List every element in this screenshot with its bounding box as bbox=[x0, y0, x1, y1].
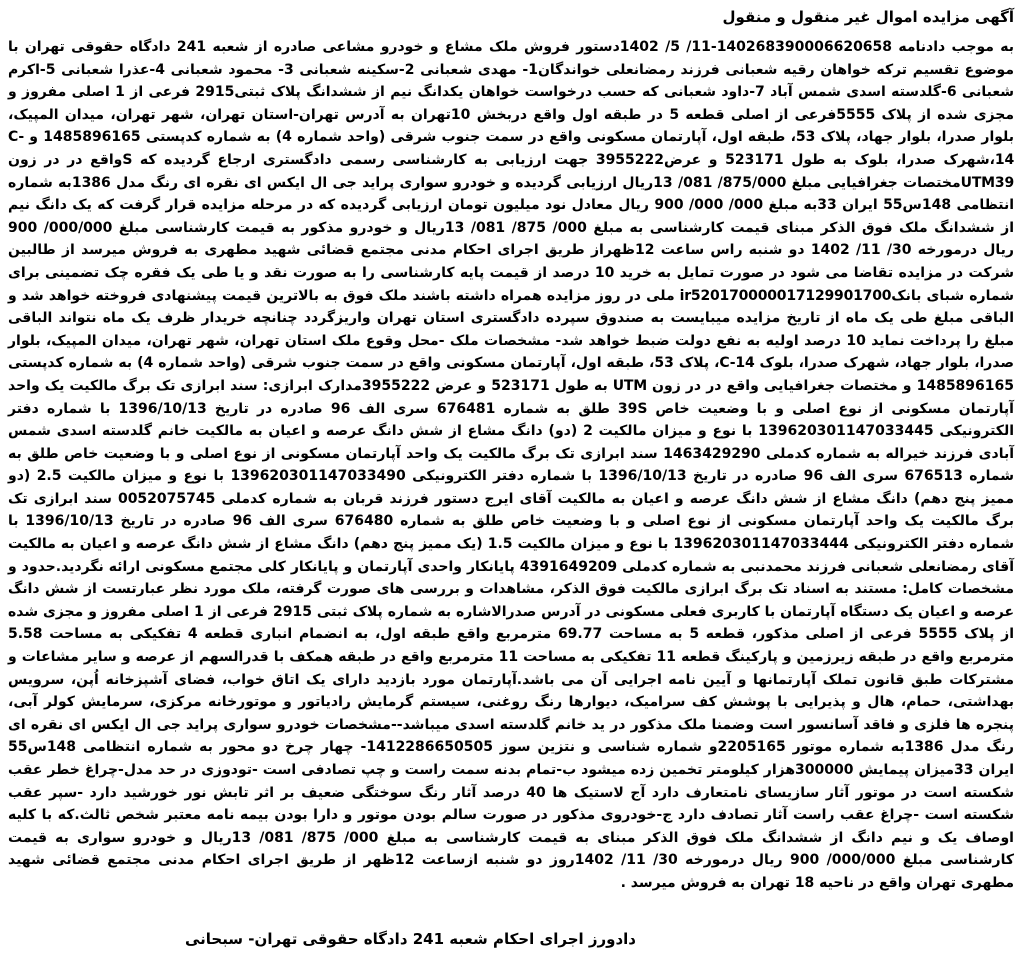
auction-notice bbox=[8, 2, 1016, 972]
notice-signature: دادورز اجرای احکام شعبه 241 دادگاه حقوقی تهران- سبحانی bbox=[184, 930, 636, 948]
notice-body: به موجب دادنامه 140268390006620658-11/ 5/ 1402دستور فروش ملک مشاع و خودرو مشاعی صادره از شعبه 241 دادگاه حقوقی تهران با موضوع تقسیم ترکه خواهان رقیه شعبانی فرزند رمضانعلی خواندگان1- مهدی شعبانی 2-سکینه شعبانی 3- محمود شعبانی 4-عذرا شعبانی 5-اکرم شعبانی 6-گلدسته اسدی شمس آباد 7-داود شعبانی که حسب درخواست خواهان یکدانگ نیم از ششدانگ پلاک ثبتی2915 فرعی از 1 اصلی مفروز و مجزی شده از پلاک 5555فرعی از اصلی قطعه 5 در طبقه اول واقع دربخش 10تهران به آدرس تهران-استان تهران، شهر تهران، میدان المپیک، بلوار صدرا، بلوار جهاد، پلاک 53، طبقه اول، آپارتمان مسکونی واقع در سمت جنوب شرقی (واحد شماره 4) به شماره کدپستی 1485896165 و C-14،شهرک صدرا، بلوک به طول 523171 و عرض3955222 جهت ارزیابی به کارشناسی رسمی دادگستری ارجاع گردیده که Sواقع در در زون UTM39مختصات جغرافیایی مبلغ 875/000/ 081/ 13ریال ارزیابی گردیده و خودرو سواری پراید جی ال ایکس ای نقره ای رنگ مدل 1386به شماره انتظامی 148س55 ایران 33به مبلغ 000/ 000/ 900 ریال معادل نود میلیون تومان ارزیابی گردیده که در مرحله مزایده قرار گرفت که یک دانگ نیم از ششدانگ ملک فوق الذکر مبنای قیمت کارشناسی به مبلغ 000/ 875/ 081/ 13ریال و خودرو مذکور به قیمت کارشناسی مبلغ 000/000/ 900 ریال درمورخه 30/ 11/ 1402 دو شنبه راس ساعت 12ظهراز طریق اجرای احکام مدنی مجتمع قضائی شهید مطهری به فروش میرسد از طالبین شرکت در مزایده تقاضا می شود در صورت تمایل به خرید 10 درصد از قیمت پایه کارشناسی را به صورت نقد و یا طی یک فقره چک تضمینی برای شماره شبای بانکir520170000017129901700 ملی در روز مزایده همراه داشته باشند ملک فوق به بالاترین قیمت پیشنهادی فروخته خواهد شد و الباقی مبلغ طی یک ماه از تاریخ مزایده میبایست به صندوق سپرده دادگستری استان تهران واریزگردد چنانچه خریدار ظرف یک ماه نتواند الباقی مبلغ را پرداخت نماید 10 درصد اولیه به نفع دولت ضبط خواهد شد- مشخصات ملک -محل وقوع ملک استان تهران، شهر تهران، میدان المپیک، بلوار صدرا، بلوار جهاد، شهرک صدرا، بلوک C-14، پلاک 53، طبقه اول، آپارتمان مسکونی واقع در سمت جنوب شرقی (واحد شماره 4) به شماره کدپستی 1485896165 و مختصات جغرافیایی واقع در در زون UTM به طول 523171 و عرض 3955222مدارک ابرازی: سند ابرازی تک برگ مالکیت یک واحد آپارتمان مسکونی از نوع اصلی و با وضعیت خاص 39S طلق به شماره 676481 سری الف 96 صادره در تاریخ 1396/10/13 با شماره دفتر الکترونیکی 139620301147033445 با نوع و میزان مالکیت 2 (دو) دانگ مشاع از شش دانگ عرصه و اعیان به مالکیت خانم گلدسته اسدی شمس آبادی فرزند خیراله به شماره کدملی 1463429290 سند ابرازی تک برگ مالکیت یک واحد آپارتمان مسکونی از نوع اصلی و با وضعیت خاص طلق به شماره 676513 سری الف 96 صادره در تاریخ 1396/10/13 با شماره دفتر الکترونیکی 139620301147033490 با نوع و میزان مالکیت 2.5 (دو ممیز پنج دهم) دانگ مشاع از شش دانگ عرصه و اعیان به مالکیت آقای ایرج دستور فرزند قربان به شماره کدملی 0052075745 سند ابرازی تک برگ مالکیت یک واحد آپارتمان مسکونی از نوع اصلی و با وضعیت خاص طلق به شماره 676480 سری الف 96 صادره در تاریخ 1396/10/13 با شماره دفتر الکترونیکی 139620301147033444 با نوع و میزان مالکیت 1.5 (یک ممیز پنج دهم) دانگ مشاع از شش دانگ عرصه و اعیان به مالکیت آقای رمضانعلی شعبانی فرزند محمدنبی به شماره کدملی 4391649209 پایانکار واحدی آپارتمان و پایانکار کلی مجتمع مسکونی ارائه نگردید.حدود و مشخصات کامل: مستند به اسناد تک برگ ابرازی مالکیت فوق الذکر، مشاهدات و بررسی های صورت گرفته، ملک مورد نظر عبارتست از شش دانگ عرصه و اعیان یک دستگاه آپارتمان با کاربری فعلی مسکونی در آدرس صدرالاشاره به شماره پلاک ثبتی 2915 فرعی از 1 اصلی مفروز و مجزی شده از پلاک 5555 فرعی از اصلی مذکور، قطعه 5 به مساحت 69.77 مترمربع واقع طبقه اول، به انضمام انباری قطعه 4 تفکیکی به مساحت 5.58 مترمربع واقع در طبقه زیرزمین و پارکینگ قطعه 11 تفکیکی به مساحت 11 مترمربع واقع در طبقه همکف با قدرالسهم از عرصه و سایر مشاعات و مشترکات طبق قانون تملک آپارتمانها و آیین نامه اجرایی آن می باشد.آپارتمان مورد بازدید دارای یک اتاق خواب، فضای آشپزخانه اُپن، سرویس بهداشتی، حمام، هال و پذیرایی با پوشش کف سرامیک، دیوارها رنگ روغنی، سیستم گرمایش رادیاتور و موتورخانه مرکزی، سرمایش کولر آبی، پنجره ها فلزی و فاقد آسانسور است وضمنا ملک مذکور در ید خانم گلدسته اسدی میباشد--مشخصات خودرو سواری پراید جی ال ایکس ای نقره ای رنگ مدل 1386به شماره موتور 2205165و شماره شناسی و نتزین سوز 1412286650505- چهار چرخ دو محور به شماره انتظامی 148س55 ایران 33میزان پیمایش 300000هزار کیلومتر تخمین زده میشود ب-تمام بدنه سمت راست و چپ تصادفی است -تودوزی در حد مدل-چراغ خطر عقب شکسته است در موتور آثار سازیسای نامتعارف دارد آج لاستیک ها 40 درصد آثار رنگ سوختگی ضعیف بر اثر تابش نور خورشید دارد -سپر عقب شکسته است -چراغ عقب راست آثار تصادف دارد ج-خودروی مذکور در صورت سالم بودن موتور و دارا بودن بیمه نامه معتبر شخص ثالث.که با کلیه اوصاف یک و نیم دانگ از ششدانگ ملک فوق الذکر مبنای به قیمت کارشناسی به مبلغ 000/ 875/ 081/ 13ریال و خودرو سواری به قیمت کارشناسی مبلغ 000/000/ 900 ریال درمورخه 30/ 11/ 1402روز دو شنبه ازساعت 12ظهر از طریق اجرای احکام مدنی مجتمع قضائی شهید مطهری تهران واقع در ناحیه 18 تهران به فروش میرسد . bbox=[8, 39, 1015, 891]
notice-title: آگهی مزایده اموال غیر منقول و منقول bbox=[722, 8, 1014, 26]
